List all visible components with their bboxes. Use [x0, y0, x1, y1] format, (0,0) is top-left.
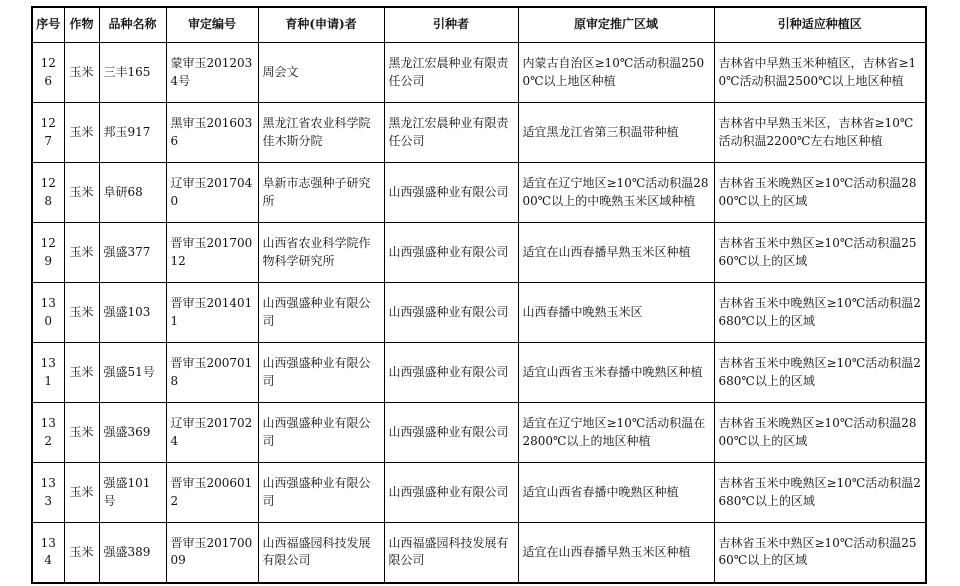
column-header: 序号	[32, 7, 64, 43]
table-row	[32, 223, 926, 283]
cell-approval-number: 晋审玉20170009	[166, 523, 258, 583]
cell-approval-number: 黑审玉2016036	[166, 103, 258, 163]
cell-breeder: 山西强盛种业有限公司	[258, 463, 384, 523]
cell-adapted-region: 吉林省玉米中熟区≥10℃活动积温2560℃以上的区域	[714, 223, 926, 283]
column-header: 品种名称	[99, 7, 166, 43]
table-row	[32, 463, 926, 523]
cell-introducer: 山西强盛种业有限公司	[384, 403, 518, 463]
cell-original-region: 内蒙古自治区≥10℃活动积温2500℃以上地区种植	[518, 43, 714, 103]
cell-approval-number: 晋审玉2007018	[166, 343, 258, 403]
cell-crop: 玉米	[64, 163, 99, 223]
cell-introducer: 山西强盛种业有限公司	[384, 223, 518, 283]
cell-crop: 玉米	[64, 463, 99, 523]
variety-introduction-table	[31, 6, 927, 584]
table-body	[32, 43, 926, 583]
cell-original-region: 适宜山西省春播中晚熟区种植	[518, 463, 714, 523]
cell-crop: 玉米	[64, 403, 99, 463]
cell-breeder: 山西强盛种业有限公司	[258, 403, 384, 463]
cell-seq: 128	[32, 163, 64, 223]
cell-introducer: 山西强盛种业有限公司	[384, 463, 518, 523]
cell-breeder: 黑龙江省农业科学院佳木斯分院	[258, 103, 384, 163]
cell-approval-number: 晋审玉20170012	[166, 223, 258, 283]
cell-adapted-region: 吉林省玉米中熟区≥10℃活动积温2560℃以上的区域	[714, 523, 926, 583]
cell-variety-name: 强盛103	[99, 283, 166, 343]
table-row	[32, 103, 926, 163]
column-header: 引种者	[384, 7, 518, 43]
cell-adapted-region: 吉林省玉米中晚熟区≥10℃活动积温2680℃以上的区域	[714, 343, 926, 403]
cell-original-region: 适宜山西省玉米春播中晚熟区种植	[518, 343, 714, 403]
cell-seq: 133	[32, 463, 64, 523]
table-row	[32, 163, 926, 223]
cell-introducer: 黑龙江宏晨种业有限责任公司	[384, 43, 518, 103]
cell-seq: 134	[32, 523, 64, 583]
table-row	[32, 283, 926, 343]
column-header: 审定编号	[166, 7, 258, 43]
cell-introducer: 山西福盛园科技发展有限公司	[384, 523, 518, 583]
cell-original-region: 适宜在山西春播早熟玉米区种植	[518, 523, 714, 583]
table-header	[32, 7, 926, 43]
cell-adapted-region: 吉林省中早熟玉米种植区，吉林省≥10℃活动积温2500℃以上地区种植	[714, 43, 926, 103]
cell-breeder: 山西强盛种业有限公司	[258, 343, 384, 403]
table-row	[32, 43, 926, 103]
header-row	[32, 7, 926, 43]
cell-original-region: 适宜在辽宁地区≥10℃活动积温在2800℃以上的地区种植	[518, 403, 714, 463]
cell-approval-number: 辽审玉2017040	[166, 163, 258, 223]
cell-seq: 130	[32, 283, 64, 343]
cell-introducer: 黑龙江宏晨种业有限责任公司	[384, 103, 518, 163]
table-row	[32, 343, 926, 403]
cell-crop: 玉米	[64, 103, 99, 163]
cell-seq: 131	[32, 343, 64, 403]
cell-original-region: 适宜在辽宁地区≥10℃活动积温2800℃以上的中晚熟玉米区域种植	[518, 163, 714, 223]
cell-crop: 玉米	[64, 283, 99, 343]
cell-original-region: 适宜在山西春播早熟玉米区种植	[518, 223, 714, 283]
cell-breeder: 周会文	[258, 43, 384, 103]
cell-variety-name: 强盛369	[99, 403, 166, 463]
cell-variety-name: 三丰165	[99, 43, 166, 103]
cell-crop: 玉米	[64, 43, 99, 103]
cell-adapted-region: 吉林省玉米中晚熟区≥10℃活动积温2680℃以上的区域	[714, 283, 926, 343]
cell-approval-number: 辽审玉2017024	[166, 403, 258, 463]
cell-seq: 129	[32, 223, 64, 283]
cell-introducer: 山西强盛种业有限公司	[384, 163, 518, 223]
cell-seq: 132	[32, 403, 64, 463]
cell-variety-name: 阜研68	[99, 163, 166, 223]
cell-seq: 127	[32, 103, 64, 163]
cell-crop: 玉米	[64, 523, 99, 583]
cell-variety-name: 强盛51号	[99, 343, 166, 403]
cell-introducer: 山西强盛种业有限公司	[384, 343, 518, 403]
cell-breeder: 阜新市志强种子研究所	[258, 163, 384, 223]
cell-original-region: 山西春播中晚熟玉米区	[518, 283, 714, 343]
cell-adapted-region: 吉林省玉米中晚熟区≥10℃活动积温2680℃以上的区域	[714, 463, 926, 523]
cell-breeder: 山西福盛园科技发展有限公司	[258, 523, 384, 583]
cell-crop: 玉米	[64, 223, 99, 283]
cell-breeder: 山西强盛种业有限公司	[258, 283, 384, 343]
cell-variety-name: 邦玉917	[99, 103, 166, 163]
table-row	[32, 403, 926, 463]
cell-approval-number: 晋审玉2014011	[166, 283, 258, 343]
cell-approval-number: 晋审玉2006012	[166, 463, 258, 523]
cell-approval-number: 蒙审玉2012034号	[166, 43, 258, 103]
cell-variety-name: 强盛101号	[99, 463, 166, 523]
cell-breeder: 山西省农业科学院作物科学研究所	[258, 223, 384, 283]
cell-introducer: 山西强盛种业有限公司	[384, 283, 518, 343]
cell-adapted-region: 吉林省玉米晚熟区≥10℃活动积温2800℃以上的区域	[714, 163, 926, 223]
column-header: 引种适应种植区	[714, 7, 926, 43]
table-row	[32, 523, 926, 583]
cell-adapted-region: 吉林省中早熟玉米区，吉林省≥10℃活动积温2200℃左右地区种植	[714, 103, 926, 163]
column-header: 作物	[64, 7, 99, 43]
cell-adapted-region: 吉林省玉米晚熟区≥10℃活动积温2800℃以上的区域	[714, 403, 926, 463]
cell-variety-name: 强盛377	[99, 223, 166, 283]
column-header: 育种(申请)者	[258, 7, 384, 43]
cell-crop: 玉米	[64, 343, 99, 403]
cell-variety-name: 强盛389	[99, 523, 166, 583]
column-header: 原审定推广区域	[518, 7, 714, 43]
cell-seq: 126	[32, 43, 64, 103]
cell-original-region: 适宜黑龙江省第三积温带种植	[518, 103, 714, 163]
